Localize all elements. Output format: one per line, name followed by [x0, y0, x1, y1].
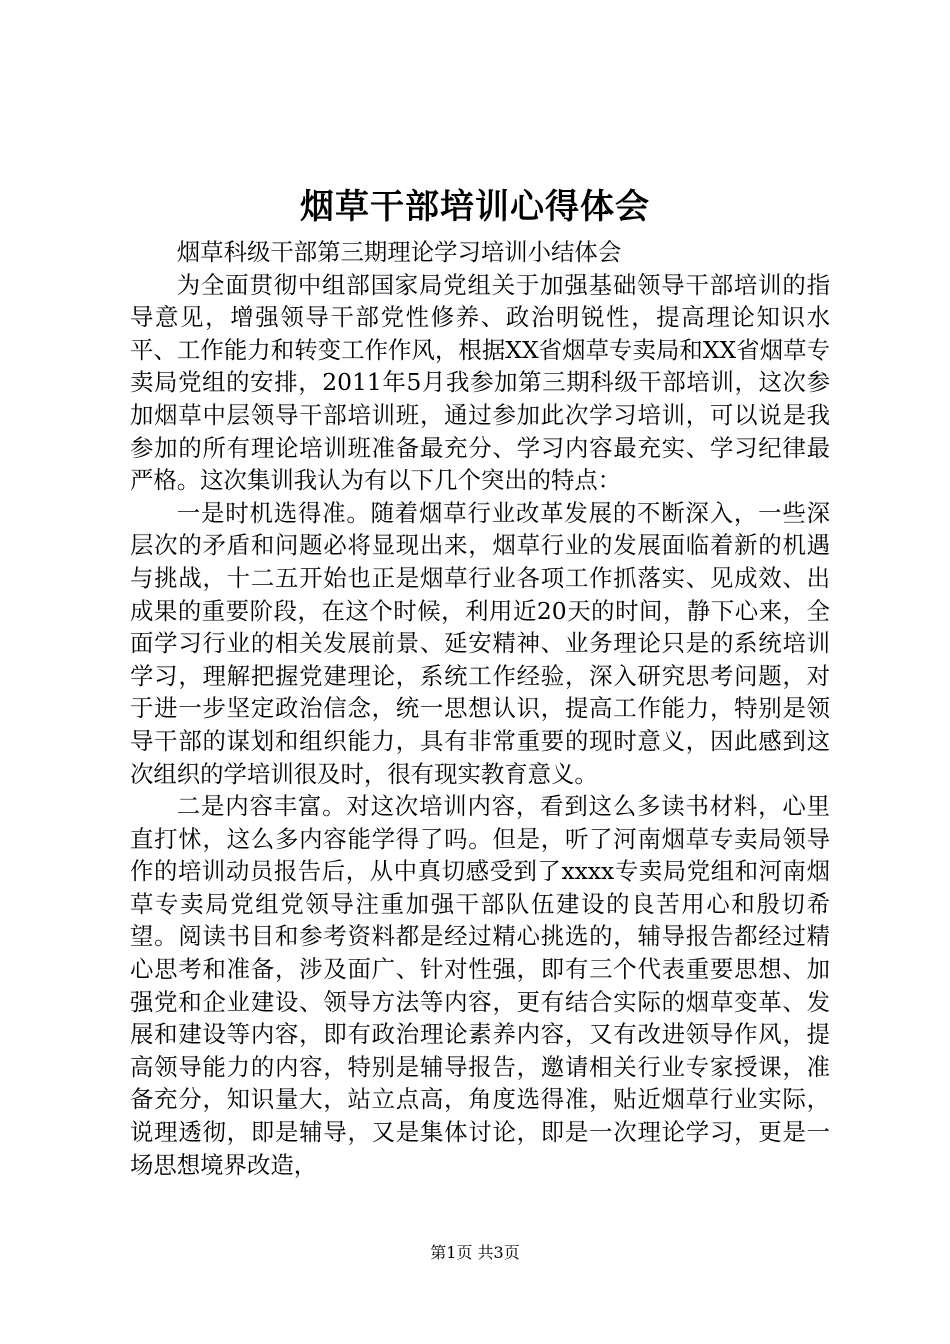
paragraph-subtitle: 烟草科级干部第三期理论学习培训小结体会 [176, 238, 622, 266]
paragraph-intro: 为全面贯彻中组部国家局党组关于加强基础领导干部培训的指导意见，增强领导干部党性修养、政治明锐性，提高理论知识水平、工作能力和转变工作作风，根据XX省烟草专卖局和XX省烟草专卖局党组的安排，2011年5月我参加第三期科级干部培训，这次参加烟草中层领导干部培训班，通过参加此次学习培训，可以说是我参加的所有理论培训班准备最充分、学习内容最充实、学习纪律最严格。这次集训我认为有以下几个突出的特点： [130, 270, 830, 495]
paragraph-point-one: 一是时机选得准。随着烟草行业改革发展的不断深入，一些深层次的矛盾和问题必将显现出来，烟草行业的发展面临着新的机遇与挑战，十二五开始也正是烟草行业各项工作抓落实、见成效、出成果的重要阶段，在这个时候，利用近20天的时间，静下心来，全面学习行业的相关发展前景、延安精神、业务理论只是的系统培训学习，理解把握党建理论，系统工作经验，深入研究思考问题，对于进一步坚定政治信念，统一思想认识，提高工作能力，特别是领导干部的谋划和组织能力，具有非常重要的现时意义，因此感到这次组织的学培训很及时，很有现实教育意义。 [130, 498, 830, 788]
document-body [130, 236, 830, 1181]
paragraph-point-two: 二是内容丰富。对这次培训内容，看到这么多读书材料，心里直打怵，这么多内容能学得了吗。但是，听了河南烟草专卖局领导作的培训动员报告后，从中真切感受到了xxxx专卖局党组和河南烟草专卖局党组党领导注重加强干部队伍建设的良苦用心和殷切希望。阅读书目和参考资料都是经过精心挑选的，辅导报告都经过精心思考和准备，涉及面广、针对性强，即有三个代表重要思想、加强党和企业建设、领导方法等内容，更有结合实际的烟草变革、发展和建设等内容，即有政治理论素养内容，又有改进领导作风，提高领导能力的内容，特别是辅导报告，邀请相关行业专家授课，准备充分，知识量大，站立点高，角度选得准，贴近烟草行业实际，说理透彻，即是辅导，又是集体讨论，即是一次理论学习，更是一场思想境界改造， [130, 792, 830, 1179]
document-title: 烟草干部培训心得体会 [300, 187, 650, 227]
page-footer: 第1页 共3页 [430, 1243, 520, 1262]
